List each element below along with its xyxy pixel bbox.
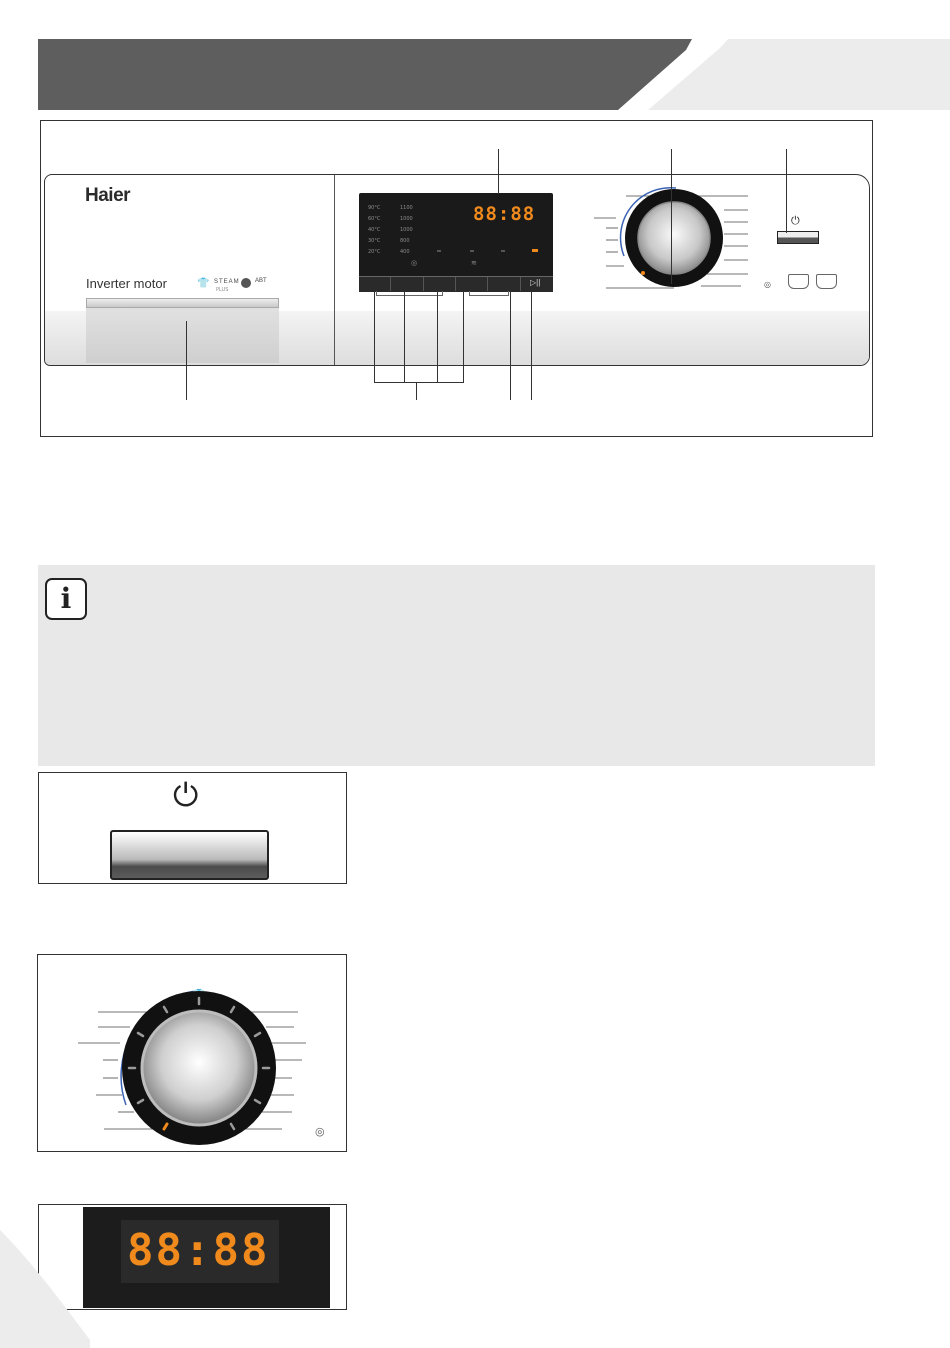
leader-bracket [374,382,464,383]
steam-badge: STEAM [214,279,240,285]
detergent-drawer-lip [86,298,279,308]
steam-shirt-icon: 👕 [197,278,210,289]
leader-btn1 [374,291,375,382]
power-icon-large: ⏻ [173,776,199,814]
speed-1100: 1100 [400,205,413,211]
leader-drawer [186,321,187,400]
leader-btn4 [463,291,464,382]
button-2[interactable] [391,277,424,291]
leader-btn5 [510,291,511,400]
leader-playpause [531,291,532,400]
speed-column [400,205,413,260]
power-button[interactable] [777,231,819,244]
abt-badge: ABT [255,278,267,284]
indicator-orange [532,249,538,252]
spin-icon: ◎ [411,259,418,267]
knob-orange-marker [641,271,645,275]
page-corner-tab [0,1230,90,1348]
extra-button-1[interactable] [788,274,809,289]
indicator-1 [437,250,441,252]
program-knob-large[interactable] [38,955,346,1151]
brand-logo: Haier [85,185,131,206]
button-5[interactable] [488,277,521,291]
detergent-drawer[interactable] [86,300,279,363]
power-icon-small: ⏻ [791,215,800,227]
temp-40: 40°C [368,227,381,233]
temp-90: 90°C [368,205,381,211]
steam-sub: PLUS [216,287,229,293]
header-banner-shape [0,0,950,120]
leader-btn3 [437,291,438,382]
play-pause-button[interactable] [521,277,553,291]
panel-divider [334,175,335,366]
leader-display [498,149,499,194]
bracket-right [469,291,509,296]
play-pause-icon: ▷|| [530,278,541,287]
leader-btn2 [404,291,405,382]
indicator-2 [470,250,474,252]
temp-60: 60°C [368,216,381,222]
header-banner [0,0,950,120]
leader-power [786,149,787,233]
info-icon: i [45,578,87,620]
leader-btn-group [416,382,417,400]
extra-icon: ◎ [764,280,771,289]
speed-1000b: 1000 [400,227,413,233]
indicator-3 [501,250,505,252]
temperature-column [368,205,380,260]
info-note [38,565,875,766]
speed-800: 800 [400,238,410,244]
detail-power-figure [38,772,347,884]
knob-large-extra-icon: ◎ [315,1125,325,1138]
power-button-large[interactable] [110,830,269,880]
detail-knob-figure [37,954,347,1152]
speed-400: 400 [400,249,410,255]
display-large [83,1207,330,1308]
display-panel [359,193,553,291]
wave-icon: ≋ [471,259,477,267]
button-4[interactable] [456,277,488,291]
button-3[interactable] [424,277,456,291]
temp-30: 30°C [368,238,381,244]
leader-knob [671,149,672,284]
bracket-left [376,291,443,296]
display-large-window [121,1220,279,1283]
display-large-digits: 88:88 [127,1225,270,1276]
display-digits: 88:88 [473,203,536,225]
temp-20: 20°C [368,249,381,255]
knob-large-face [142,1011,256,1125]
control-panel-figure [40,120,873,437]
extra-button-2[interactable] [816,274,837,289]
knob-face [638,202,710,274]
speed-1000a: 1000 [400,216,413,222]
abt-icon [241,278,251,288]
button-1[interactable] [359,277,391,291]
button-strip [359,276,553,292]
inverter-motor-label: Inverter motor [86,276,167,291]
